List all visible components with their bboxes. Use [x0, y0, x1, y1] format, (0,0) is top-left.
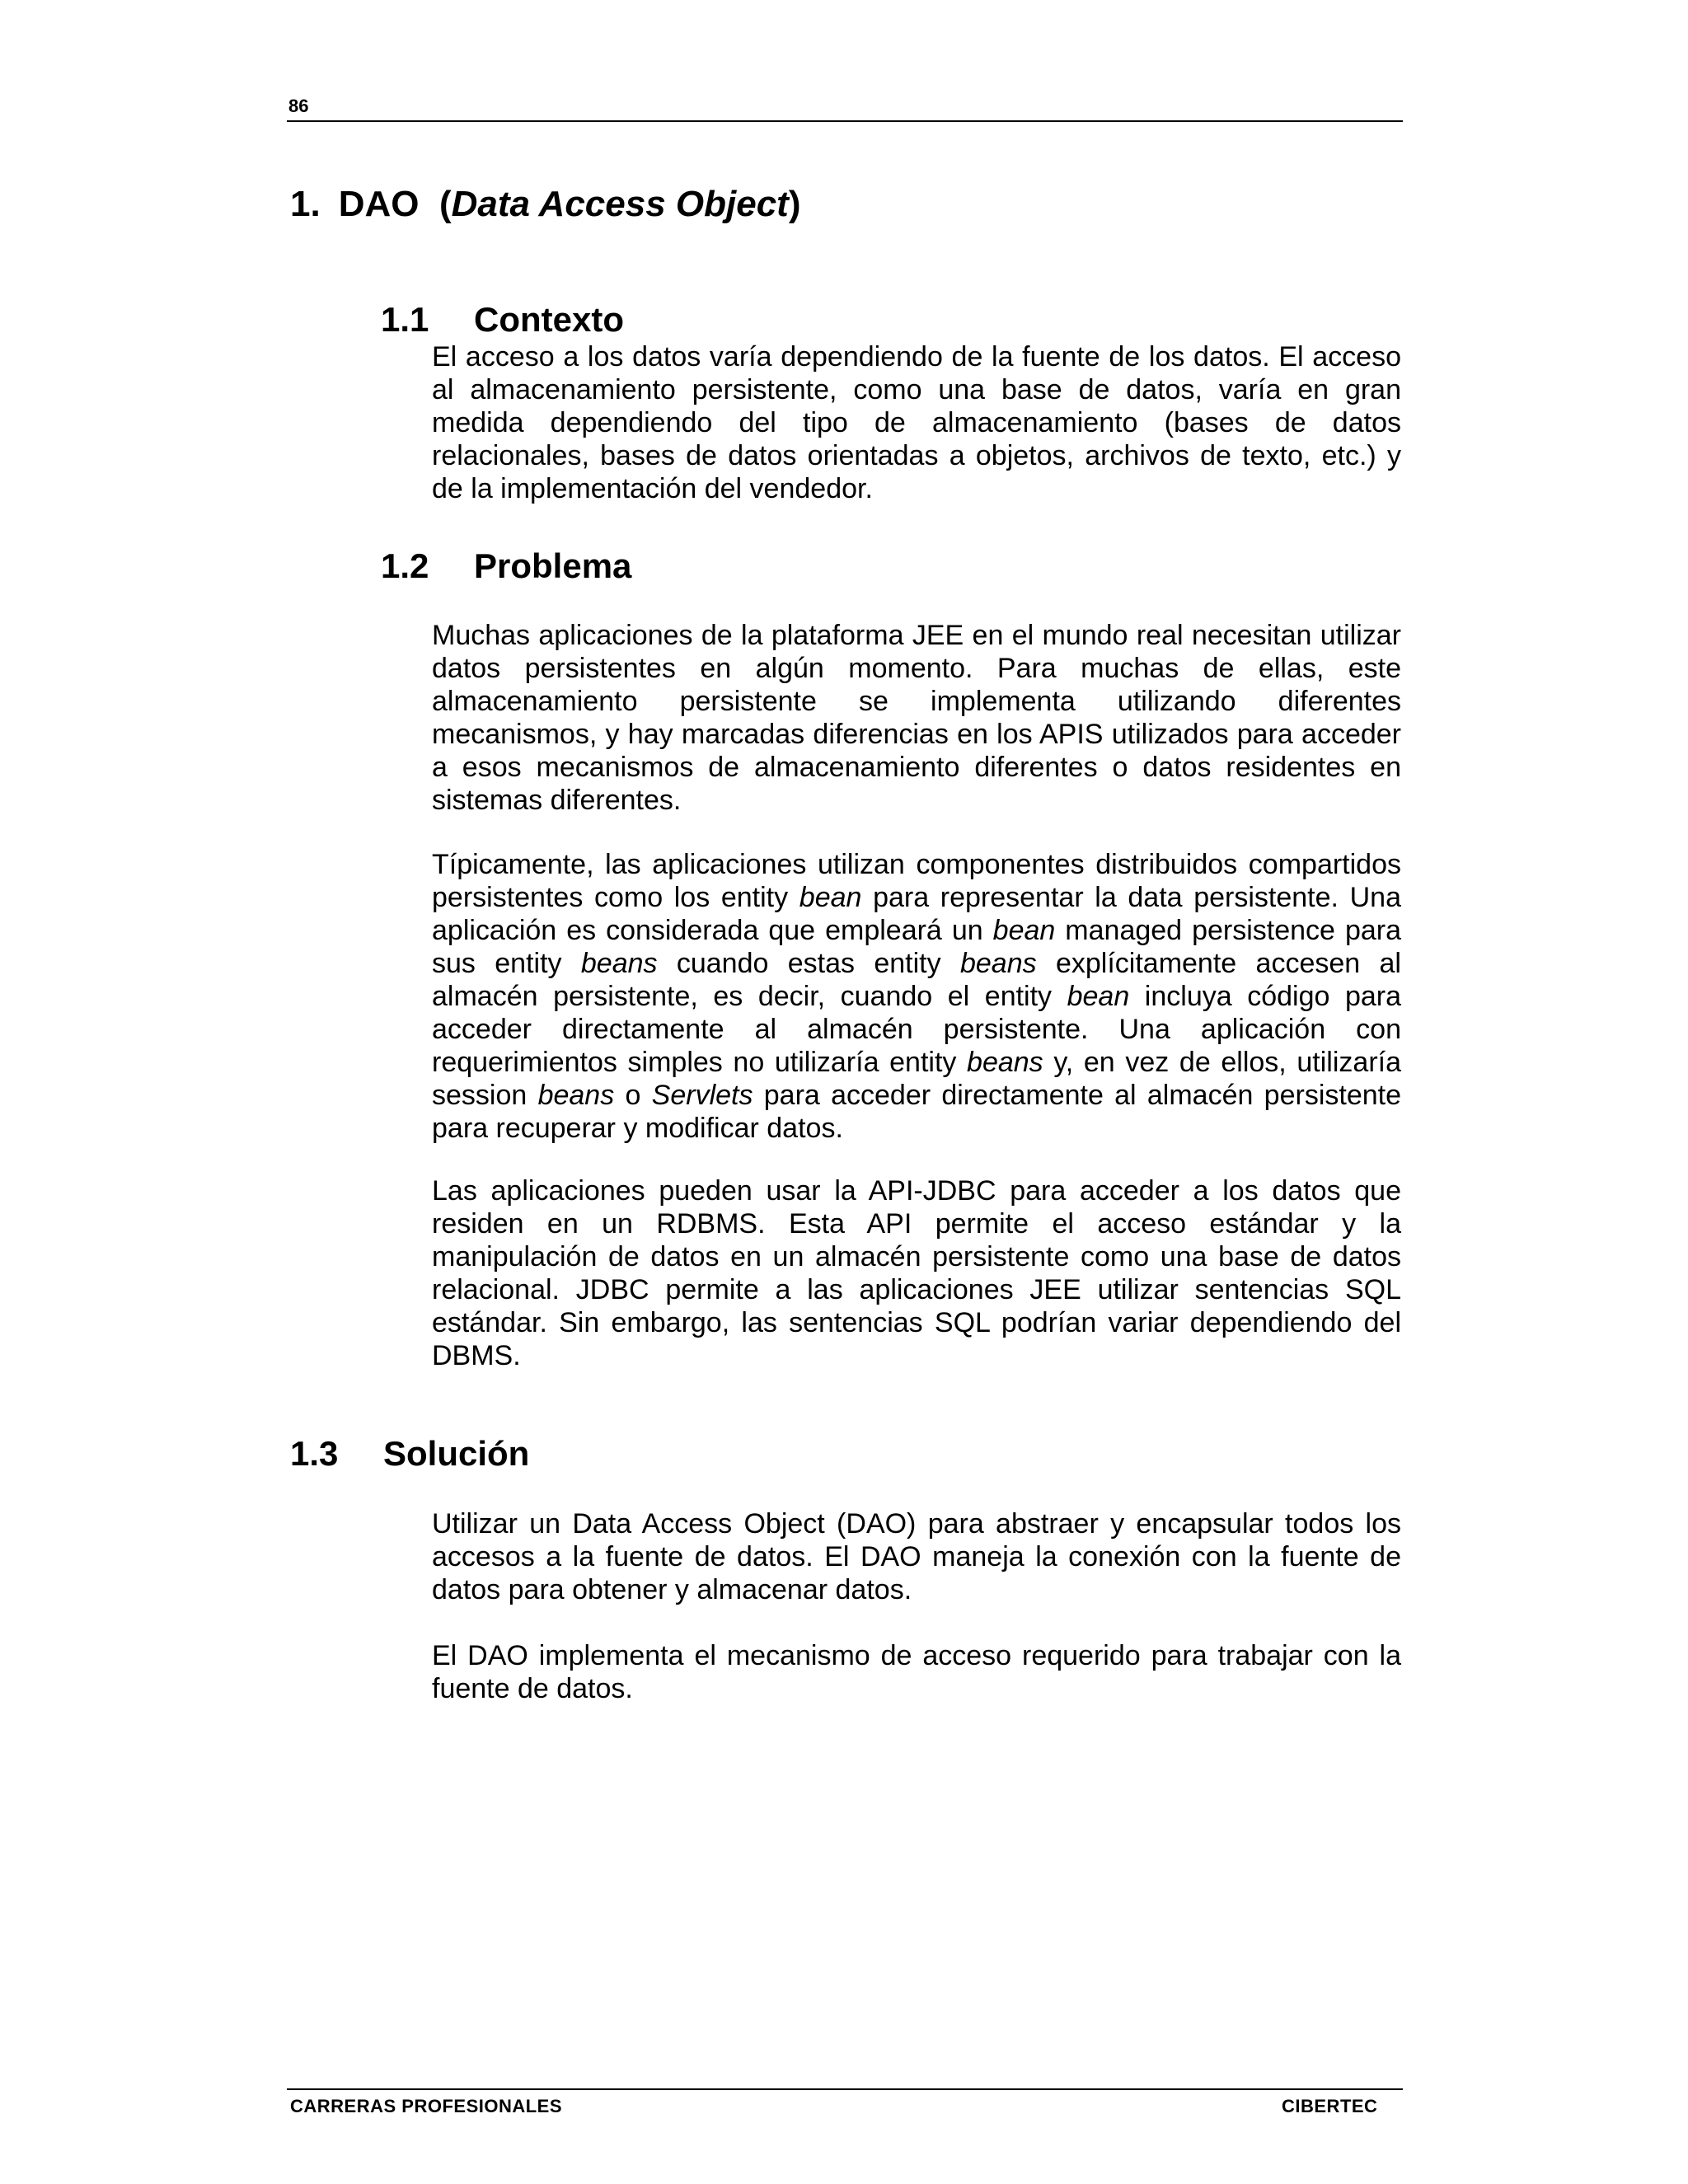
text-run: o	[614, 1080, 652, 1111]
section-number: 1.3	[290, 1434, 339, 1473]
text-run: managed persistence para sus entity	[432, 915, 1401, 979]
chapter-title	[290, 180, 800, 229]
footer-right-text: CIBERTEC	[1282, 2096, 1378, 2116]
section-title: Contexto	[474, 300, 624, 339]
paragraph-problema-1: Muchas aplicaciones de la plataforma JEE en el mundo real necesitan utilizar datos persistentes en algún momento. Para muchas de ellas, este almacenamiento persistente se implementa utilizando diferentes mecanismos, y hay marcadas diferencias en los APIS utilizados para acceder a esos mecanismos de almacenamiento diferentes o datos residentes en sistemas diferentes.	[432, 620, 1401, 816]
paragraph-contexto: El acceso a los datos varía dependiendo de la fuente de los datos. El acceso al almacenamiento persistente, como una base de datos, varía en gran medida dependiendo del tipo de almacenamiento (bases de datos relacionales, bases de datos orientadas a objetos, archivos de texto, etc.) y de la implementación del vendedor.	[432, 341, 1401, 504]
section-heading-contexto	[381, 297, 624, 343]
chapter-number: 1.	[290, 184, 321, 224]
page-number: 86	[288, 96, 309, 116]
paragraph-problema-2	[432, 848, 1401, 1145]
italic-term: beans	[959, 948, 1037, 979]
section-number: 1.1	[381, 300, 429, 339]
text-run: para acceder directamente al almacén persistente para recuperar y modificar datos.	[432, 1080, 1401, 1144]
paragraph-problema-3: Las aplicaciones pueden usar la API-JDBC para acceder a los datos que residen en un RDBMS. Esta API permite el acceso estándar y la manipulación de datos en un almacén persistente como una base de datos relacional. JDBC permite a las aplicaciones JEE utilizar sentencias SQL estándar. Sin embargo, las sentencias SQL podrían variar dependiendo del DBMS.	[432, 1175, 1401, 1371]
paragraph-solucion-1: Utilizar un Data Access Object (DAO) para abstraer y encapsular todos los accesos a la fuente de datos. El DAO maneja la conexión con la fuente de datos para obtener y almacenar datos.	[432, 1508, 1401, 1605]
chapter-title-italic: Data Access Object	[451, 184, 789, 224]
section-number: 1.2	[381, 546, 429, 585]
section-heading-solucion	[290, 1431, 529, 1477]
italic-term: bean	[992, 915, 1056, 946]
italic-term: beans	[580, 948, 658, 979]
italic-term: bean	[1067, 981, 1130, 1012]
text-run: para representar la data persistente. Una aplicación es considerada que empleará un	[432, 882, 1401, 946]
paragraph-solucion-2: El DAO implementa el mecanismo de acceso requerido para trabajar con la fuente de datos.	[432, 1640, 1401, 1704]
italic-term: bean	[799, 882, 862, 913]
chapter-title-paren-open: (	[438, 184, 452, 224]
chapter-title-paren-close: )	[788, 184, 801, 224]
text-run: Típicamente, las aplicaciones utilizan componentes distribuidos compartidos persistentes como los entity	[432, 849, 1401, 913]
text-run: explícitamente accesen al almacén persistente, es decir, cuando el entity	[432, 948, 1401, 1012]
text-run: incluya código para acceder directamente al almacén persistente. Una aplicación con requerimientos simples no utilizaría entity	[432, 981, 1401, 1078]
footer-rule	[287, 2088, 1403, 2090]
section-title: Solución	[383, 1434, 530, 1473]
header-rule	[287, 120, 1403, 122]
chapter-title-prefix: DAO	[338, 184, 420, 224]
italic-term: Servlets	[651, 1080, 753, 1111]
italic-term: beans	[537, 1080, 615, 1111]
text-run: cuando estas entity	[657, 948, 960, 979]
italic-term: beans	[967, 1047, 1043, 1078]
text-run: y, en vez de ellos, utilizaría session	[432, 1047, 1401, 1111]
section-heading-problema	[381, 543, 631, 589]
section-title: Problema	[474, 546, 632, 585]
footer-left-text: CARRERAS PROFESIONALES	[290, 2096, 563, 2116]
